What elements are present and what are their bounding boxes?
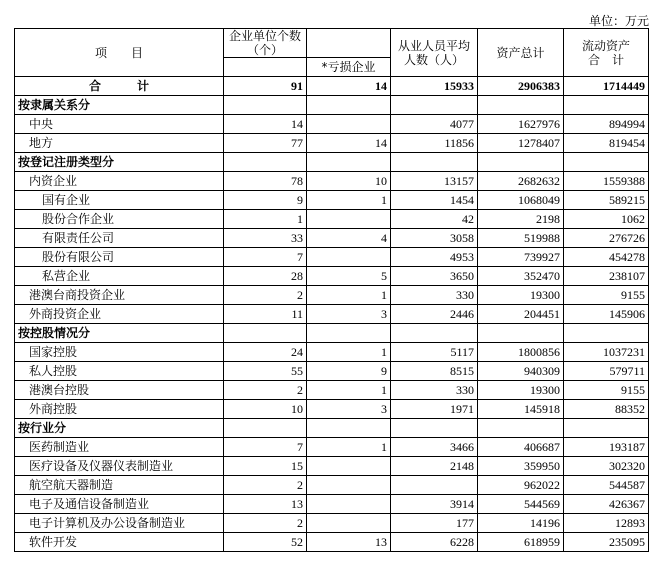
row-label: 医药制造业 [15, 438, 224, 457]
cell-assets: 1068049 [478, 191, 564, 210]
cell-units: 14 [224, 115, 307, 134]
cell-units [224, 324, 307, 343]
cell-assets: 2682632 [478, 172, 564, 191]
cell-loss [307, 153, 391, 172]
cell-employees: 330 [391, 286, 478, 305]
cell-loss: 1 [307, 381, 391, 400]
cell-assets: 19300 [478, 286, 564, 305]
cell-employees [391, 153, 478, 172]
cell-current: 9155 [564, 286, 649, 305]
cell-loss: 1 [307, 343, 391, 362]
cell-current: 454278 [564, 248, 649, 267]
cell-assets: 359950 [478, 457, 564, 476]
cell-employees [391, 419, 478, 438]
row-label: 中央 [15, 115, 224, 134]
table-row [15, 248, 649, 267]
cell-loss: 1 [307, 286, 391, 305]
cell-units: 78 [224, 172, 307, 191]
row-label: 按控股情况分 [15, 324, 224, 343]
cell-current: 426367 [564, 495, 649, 514]
cell-units: 7 [224, 248, 307, 267]
cell-units: 7 [224, 438, 307, 457]
unit-label: 单位：万元 [588, 14, 649, 28]
cell-assets: 14196 [478, 514, 564, 533]
cell-units [224, 96, 307, 115]
cell-employees: 3914 [391, 495, 478, 514]
cell-units: 33 [224, 229, 307, 248]
cell-units [224, 153, 307, 172]
header-current-assets: 流动资产 合 计 [564, 29, 649, 77]
cell-assets: 739927 [478, 248, 564, 267]
row-label: 股份有限公司 [15, 248, 224, 267]
table-row [15, 267, 649, 286]
section-row [15, 419, 649, 438]
cell-current: 1037231 [564, 343, 649, 362]
cell-current: 819454 [564, 134, 649, 153]
table-row [15, 229, 649, 248]
table-row [15, 172, 649, 191]
cell-loss [307, 457, 391, 476]
total-row [15, 77, 649, 96]
row-label: 私营企业 [15, 267, 224, 286]
cell-assets: 204451 [478, 305, 564, 324]
cell-assets: 519988 [478, 229, 564, 248]
cell-loss: 10 [307, 172, 391, 191]
row-label: 电子及通信设备制造业 [15, 495, 224, 514]
cell-current: 579711 [564, 362, 649, 381]
row-label: 有限责任公司 [15, 229, 224, 248]
total-employees: 15933 [391, 77, 478, 96]
cell-assets: 406687 [478, 438, 564, 457]
cell-assets: 145918 [478, 400, 564, 419]
cell-assets: 352470 [478, 267, 564, 286]
cell-current: 9155 [564, 381, 649, 400]
cell-employees: 11856 [391, 134, 478, 153]
header-item: 项 目 [15, 29, 224, 77]
cell-employees: 4077 [391, 115, 478, 134]
cell-loss [307, 514, 391, 533]
cell-units: 9 [224, 191, 307, 210]
row-label: 股份合作企业 [15, 210, 224, 229]
table-row [15, 286, 649, 305]
table-row [15, 381, 649, 400]
header-loss-spacer [307, 29, 391, 58]
cell-assets: 544569 [478, 495, 564, 514]
cell-loss: 13 [307, 533, 391, 552]
cell-current: 302320 [564, 457, 649, 476]
cell-employees: 1454 [391, 191, 478, 210]
header-loss: *亏损企业 [307, 58, 391, 77]
cell-current: 193187 [564, 438, 649, 457]
cell-units: 24 [224, 343, 307, 362]
table-row [15, 514, 649, 533]
cell-loss [307, 248, 391, 267]
cell-units: 10 [224, 400, 307, 419]
cell-employees [391, 476, 478, 495]
total-assets: 2906383 [478, 77, 564, 96]
table-row [15, 343, 649, 362]
cell-current: 235095 [564, 533, 649, 552]
cell-assets: 1800856 [478, 343, 564, 362]
cell-assets [478, 153, 564, 172]
cell-loss [307, 210, 391, 229]
cell-units: 2 [224, 514, 307, 533]
cell-employees: 2446 [391, 305, 478, 324]
cell-units: 2 [224, 476, 307, 495]
cell-current [564, 96, 649, 115]
row-label: 私人控股 [15, 362, 224, 381]
cell-current: 1062 [564, 210, 649, 229]
table-row [15, 495, 649, 514]
total-current-assets: 1714449 [564, 77, 649, 96]
cell-loss: 3 [307, 305, 391, 324]
cell-units: 13 [224, 495, 307, 514]
cell-current: 88352 [564, 400, 649, 419]
section-row [15, 153, 649, 172]
cell-assets: 1627976 [478, 115, 564, 134]
cell-current [564, 419, 649, 438]
cell-employees: 42 [391, 210, 478, 229]
cell-assets: 962022 [478, 476, 564, 495]
cell-units: 77 [224, 134, 307, 153]
cell-units [224, 419, 307, 438]
row-label: 国有企业 [15, 191, 224, 210]
row-label: 地方 [15, 134, 224, 153]
total-loss: 14 [307, 77, 391, 96]
cell-assets: 19300 [478, 381, 564, 400]
cell-units: 28 [224, 267, 307, 286]
cell-loss [307, 476, 391, 495]
table-row [15, 191, 649, 210]
row-label: 外商控股 [15, 400, 224, 419]
cell-current: 894994 [564, 115, 649, 134]
cell-loss [307, 419, 391, 438]
cell-loss: 3 [307, 400, 391, 419]
row-label: 按行业分 [15, 419, 224, 438]
row-label: 港澳台控股 [15, 381, 224, 400]
table-row [15, 134, 649, 153]
cell-assets: 2198 [478, 210, 564, 229]
cell-assets [478, 419, 564, 438]
table-row [15, 438, 649, 457]
cell-units: 2 [224, 381, 307, 400]
row-label: 外商投资企业 [15, 305, 224, 324]
cell-loss [307, 115, 391, 134]
cell-employees: 3466 [391, 438, 478, 457]
cell-units: 11 [224, 305, 307, 324]
cell-loss: 5 [307, 267, 391, 286]
cell-employees [391, 324, 478, 343]
row-label: 电子计算机及办公设备制造业 [15, 514, 224, 533]
cell-current: 276726 [564, 229, 649, 248]
header-employees: 从业人员平均 人数（人） [391, 29, 478, 77]
row-label: 国家控股 [15, 343, 224, 362]
cell-loss: 9 [307, 362, 391, 381]
cell-employees: 177 [391, 514, 478, 533]
cell-current: 145906 [564, 305, 649, 324]
cell-assets: 618959 [478, 533, 564, 552]
section-row [15, 96, 649, 115]
cell-loss: 1 [307, 438, 391, 457]
section-row [15, 324, 649, 343]
cell-units: 1 [224, 210, 307, 229]
row-label: 按登记注册类型分 [15, 153, 224, 172]
cell-employees [391, 96, 478, 115]
cell-units: 52 [224, 533, 307, 552]
cell-units: 55 [224, 362, 307, 381]
table-row [15, 457, 649, 476]
header-assets: 资产总计 [478, 29, 564, 77]
cell-loss [307, 495, 391, 514]
cell-employees: 1971 [391, 400, 478, 419]
table-row [15, 400, 649, 419]
row-label: 软件开发 [15, 533, 224, 552]
cell-loss: 1 [307, 191, 391, 210]
cell-employees: 6228 [391, 533, 478, 552]
table-row [15, 533, 649, 552]
cell-assets [478, 324, 564, 343]
row-label: 按隶属关系分 [15, 96, 224, 115]
table-row [15, 362, 649, 381]
cell-loss [307, 96, 391, 115]
cell-employees: 330 [391, 381, 478, 400]
cell-employees: 8515 [391, 362, 478, 381]
row-label: 医疗设备及仪器仪表制造业 [15, 457, 224, 476]
cell-current: 589215 [564, 191, 649, 210]
total-units: 91 [224, 77, 307, 96]
cell-current: 544587 [564, 476, 649, 495]
cell-loss: 14 [307, 134, 391, 153]
cell-loss: 4 [307, 229, 391, 248]
table-row [15, 115, 649, 134]
cell-current: 238107 [564, 267, 649, 286]
cell-current: 1559388 [564, 172, 649, 191]
cell-employees: 3650 [391, 267, 478, 286]
table-row [15, 210, 649, 229]
cell-employees: 13157 [391, 172, 478, 191]
cell-current: 12893 [564, 514, 649, 533]
cell-employees: 3058 [391, 229, 478, 248]
cell-units: 2 [224, 286, 307, 305]
cell-assets: 940309 [478, 362, 564, 381]
table-row [15, 476, 649, 495]
header-units-sub [224, 58, 307, 77]
cell-employees: 4953 [391, 248, 478, 267]
table-row [15, 305, 649, 324]
cell-employees: 2148 [391, 457, 478, 476]
row-label: 航空航天器制造 [15, 476, 224, 495]
cell-units: 15 [224, 457, 307, 476]
cell-loss [307, 324, 391, 343]
cell-employees: 5117 [391, 343, 478, 362]
total-label: 合 计 [15, 77, 224, 96]
cell-assets [478, 96, 564, 115]
cell-current [564, 153, 649, 172]
row-label: 内资企业 [15, 172, 224, 191]
header-units: 企业单位个数 （个） [224, 29, 307, 58]
statistics-table [14, 28, 649, 552]
row-label: 港澳台商投资企业 [15, 286, 224, 305]
cell-current [564, 324, 649, 343]
cell-assets: 1278407 [478, 134, 564, 153]
